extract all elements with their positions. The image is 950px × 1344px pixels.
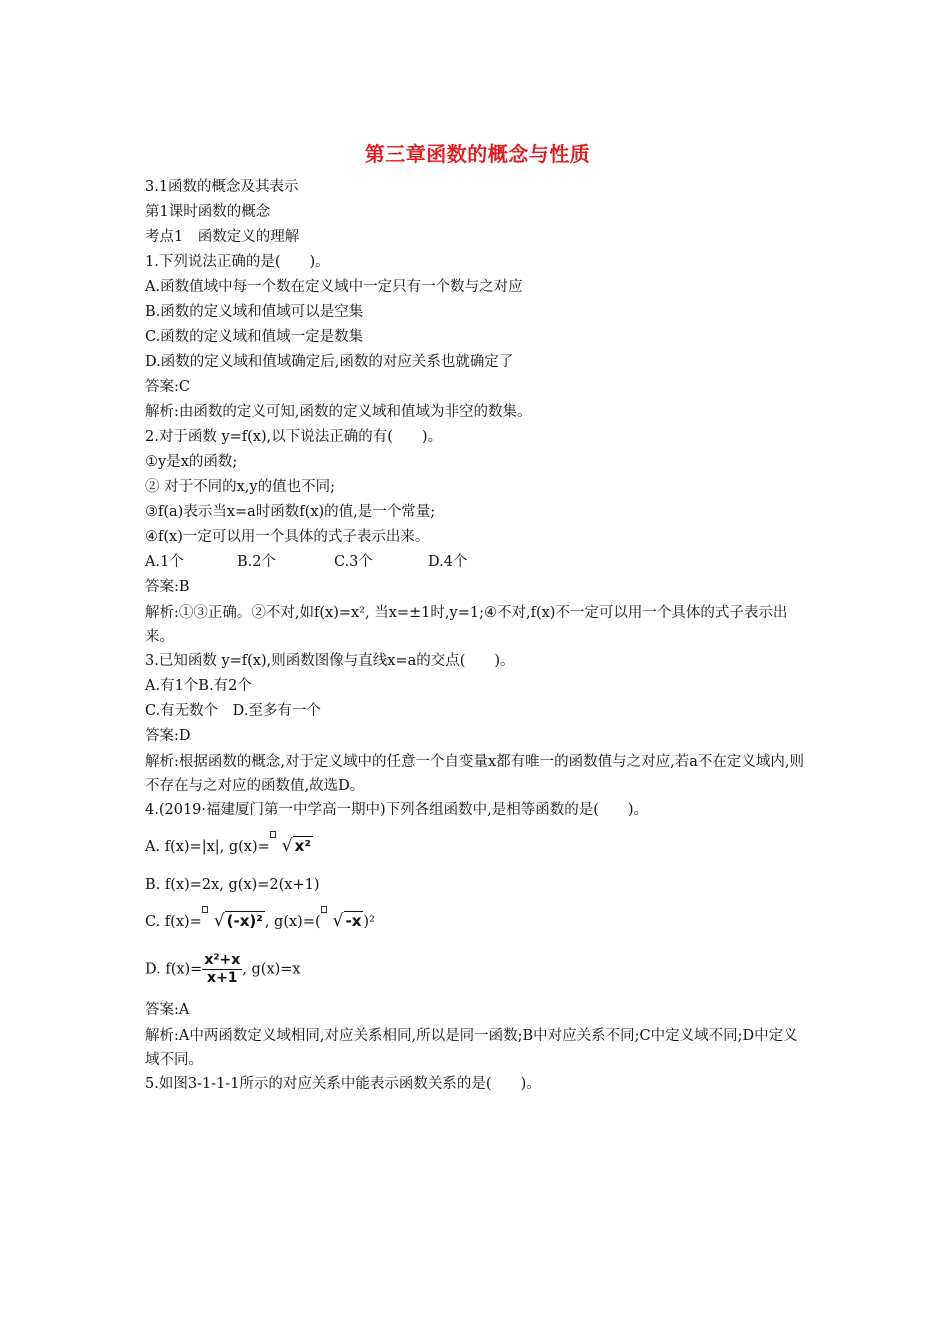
q2-answer: 答案:B: [145, 579, 190, 595]
q2-option-d: D.4个: [428, 554, 468, 570]
q4-answer: 答案:A: [145, 1002, 190, 1018]
question-1: 1.下列说法正确的是( )。: [145, 254, 330, 270]
q3-answer: 答案:D: [145, 728, 191, 744]
q4-option-a: A. f(x)=|x|, g(x)= √ x²: [145, 836, 313, 857]
q2-option-c: C.3个: [334, 554, 373, 570]
q4-option-d: D. f(x)= $\frac{\text{x²+x}}{x+1}$ , g(x)=x: [145, 952, 301, 986]
q1-option-b: B.函数的定义域和值域可以是空集: [145, 304, 364, 320]
q3-explanation: 解析:根据函数的概念,对于定义域中的任意一个自变量x都有唯一的函数值与之对应,若a不在定义域内,则不存在与之对应的函数值,故选D。: [145, 754, 805, 794]
chapter-title: 第三章函数的概念与性质: [364, 142, 591, 166]
section-heading: 3.1函数的概念及其表示: [145, 179, 299, 195]
q1-option-d: D.函数的定义域和值域确定后,函数的对应关系也就确定了: [145, 354, 514, 370]
q2-option-a: A.1个: [145, 554, 184, 570]
q2-statement-3: ③f(a)表示当x=a时函数f(x)的值,是一个常量;: [145, 504, 436, 520]
question-4: 4.(2019·福建厦门第一中学高一期中)下列各组函数中,是相等函数的是( )。: [145, 802, 649, 818]
radical: √ x²: [270, 836, 313, 857]
question-2: 2.对于函数 y=f(x),以下说法正确的有( )。: [145, 429, 443, 445]
q2-statement-2: ② 对于不同的x,y的值也不同;: [145, 479, 335, 495]
q4-option-b: B. f(x)=2x, g(x)=2(x+1): [145, 877, 320, 893]
q2-option-b: B.2个: [237, 554, 276, 570]
question-3: 3.已知函数 y=f(x),则函数图像与直线x=a的交点( )。: [145, 653, 515, 669]
q2-explanation: 解析:①③正确。②不对,如f(x)=x², 当x=±1时,y=1;④不对,f(x)不一定可以用一个具体的式子表示出来。: [145, 605, 788, 645]
q2-options: [145, 552, 467, 572]
q3-options-cd: C.有无数个 D.至多有一个: [145, 703, 321, 719]
q1-option-c: C.函数的定义域和值域一定是数集: [145, 329, 364, 345]
topic-heading: 考点1 函数定义的理解: [145, 229, 300, 245]
fraction: $\frac{\text{x²+x}}{x+1}$: [204, 952, 241, 986]
q1-answer: 答案:C: [145, 379, 190, 395]
q2-statement-1: ①y是x的函数;: [145, 454, 238, 470]
q3-options-ab: A.有1个B.有2个: [145, 678, 252, 694]
q1-explanation: 解析:由函数的定义可知,函数的定义域和值域为非空的数集。: [145, 404, 532, 420]
q1-option-a: A.函数值域中每一个数在定义域中一定只有一个数与之对应: [145, 279, 523, 295]
q2-statement-4: ④f(x)一定可以用一个具体的式子表示出来。: [145, 529, 430, 545]
q4-option-c: C. f(x)= √ (-x)² , g(x)=( √ -x )²: [145, 911, 375, 932]
question-5: 5.如图3-1-1-1所示的对应关系中能表示函数关系的是( )。: [145, 1076, 541, 1092]
radical: √ -x: [321, 911, 364, 932]
lesson-heading: 第1课时函数的概念: [145, 204, 271, 220]
radical: √ (-x)²: [202, 911, 265, 932]
q4-explanation: 解析:A中两函数定义域相同,对应关系相同,所以是同一函数;B中对应关系不同;C中定义域不同;D中定义域不同。: [145, 1028, 798, 1068]
